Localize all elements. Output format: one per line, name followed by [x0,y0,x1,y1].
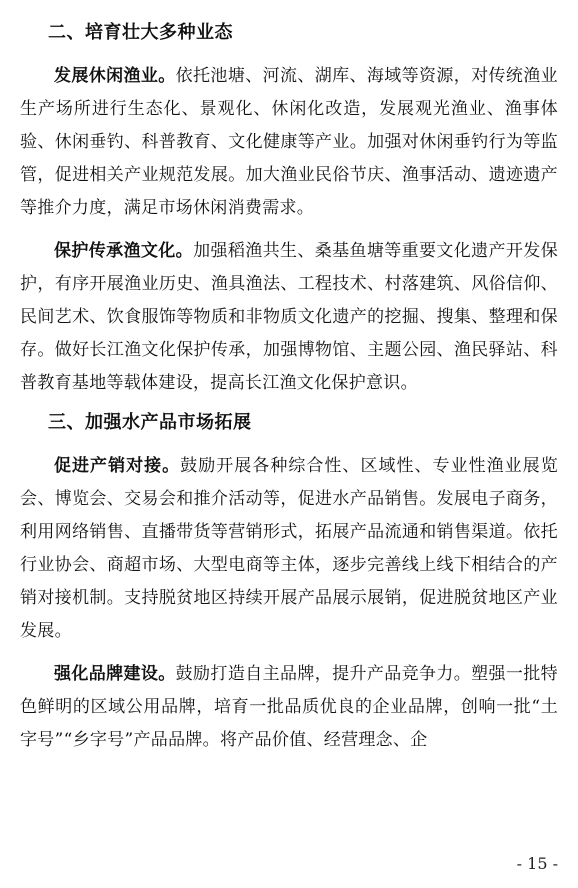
paragraph-fishery-culture [20,235,558,400]
paragraph-lead: 发展休闲渔业。 [54,66,176,86]
paragraph-sales-docking [20,450,558,648]
paragraph-text: 鼓励开展各种综合性、区域性、专业性渔业展览会、博览会、交易会和推介活动等，促进水产品销售。发展电子商务，利用网络销售、直播带货等营销形式，拓展产品流通和销售渠道。依托行业协会、商超市场、大型电商等主体，逐步完善线上线下相结合的产销对接机制。支持脱贫地区持续开展产品展示展销，促进脱贫地区产业发展。 [20,456,558,641]
paragraph-leisure-fishery [20,60,558,225]
paragraph-lead: 保护传承渔文化。 [54,241,194,261]
paragraph-text: 鼓励打造自主品牌，提升产品竞争力。塑强一批特色鲜明的区域公用品牌，培育一批品质优良的企业品牌，创响一批“土字号”“乡字号”产品品牌。将产品价值、经营理念、企 [20,664,558,750]
paragraph-brand-building [20,658,558,757]
section-heading: 三、加强水产品市场拓展 [48,412,252,433]
paragraph-text: 加强稻渔共生、桑基鱼塘等重要文化遗产开发保护，有序开展渔业历史、渔具渔法、工程技术、村落建筑、风俗信仰、民间艺术、饮食服饰等物质和非物质文化遗产的挖掘、搜集、整理和保存。做好长江渔文化保护传承，加强博物馆、主题公园、渔民驿站、科普教育基地等载体建设，提高长江渔文化保护意识。 [20,241,558,393]
paragraph-lead: 促进产销对接。 [54,456,181,476]
page-number: - 15 - [516,854,558,873]
section-heading: 二、培育壮大多种业态 [48,22,233,43]
paragraph-text: 依托池塘、河流、湖库、海域等资源，对传统渔业生产场所进行生态化、景观化、休闲化改造，发展观光渔业、渔事体验、休闲垂钓、科普教育、文化健康等产业。加强对休闲垂钓行为等监管，促进相关产业规范发展。加大渔业民俗节庆、渔事活动、遗迹遗产等推介力度，满足市场休闲消费需求。 [20,66,558,218]
paragraph-lead: 强化品牌建设。 [54,664,176,684]
section-market-expansion [20,410,558,757]
section-diverse-business [20,20,558,400]
